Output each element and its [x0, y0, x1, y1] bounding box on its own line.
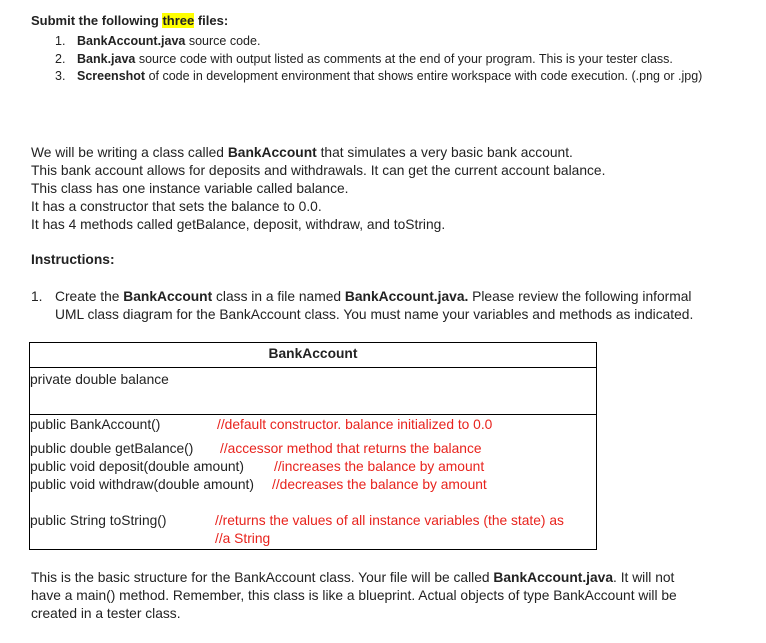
uml-class-diagram	[29, 342, 597, 550]
submit-heading-suffix: files:	[194, 13, 229, 28]
uml-comment: //a String	[215, 531, 271, 546]
file-name-bold: BankAccount.java.	[344, 289, 469, 304]
list-number: 1.	[55, 34, 66, 48]
outro-text: This is the basic structure for the BankAccount class. Your file will be called	[31, 570, 494, 585]
uml-method: public double getBalance()	[30, 441, 194, 456]
file-description: of code in development environment that shows entire workspace with code execution. (.png or .jpg)	[145, 69, 703, 83]
uml-comment: //accessor method that returns the balance	[220, 441, 482, 456]
class-name-bold: BankAccount	[227, 145, 317, 160]
uml-method: public void deposit(double amount)	[30, 459, 244, 474]
intro-line: This class has one instance variable called balance.	[31, 181, 349, 196]
uml-comment: //decreases the balance by amount	[272, 477, 487, 492]
instructions-heading: Instructions:	[31, 252, 115, 267]
intro-text: We will be writing a class called	[31, 145, 228, 160]
intro-line: This bank account allows for deposits and withdrawals. It can get the current account balance.	[31, 163, 606, 178]
outro-text: . It will not	[613, 570, 675, 585]
uml-divider	[30, 367, 596, 368]
uml-method: public String toString()	[30, 513, 167, 528]
submit-heading-prefix: Submit the following	[31, 13, 163, 28]
instruction-step-continued: UML class diagram for the BankAccount class. You must name your variables and methods as indicated.	[55, 307, 694, 322]
outro-line	[31, 570, 674, 585]
uml-comment: //returns the values of all instance variables (the state) as	[215, 513, 564, 528]
list-number: 3.	[55, 69, 66, 83]
list-number: 1.	[31, 289, 43, 304]
step-text: Create the	[55, 289, 124, 304]
file-name-bold: BankAccount.java	[493, 570, 614, 585]
file-name: Screenshot	[77, 69, 146, 83]
intro-line: It has 4 methods called getBalance, deposit, withdraw, and toString.	[31, 217, 446, 232]
intro-line	[31, 145, 573, 160]
file-list-item	[55, 34, 260, 48]
file-list-item	[55, 69, 702, 83]
step-text: class in a file named	[212, 289, 345, 304]
uml-comment: //increases the balance by amount	[274, 459, 485, 474]
highlighted-word: three	[162, 13, 195, 28]
class-name-bold: BankAccount	[123, 289, 213, 304]
outro-line: have a main() method. Remember, this class is like a blueprint. Actual objects of type BankAccount will be	[31, 588, 677, 603]
list-number: 2.	[55, 52, 66, 66]
instruction-step	[31, 289, 691, 304]
uml-field: private double balance	[30, 372, 169, 387]
uml-method: public void withdraw(double amount)	[30, 477, 254, 492]
submit-heading	[31, 13, 228, 28]
uml-method: public BankAccount()	[30, 417, 161, 432]
intro-line: It has a constructor that sets the balance to 0.0.	[31, 199, 322, 214]
step-text: Please review the following informal	[468, 289, 692, 304]
file-description: source code with output listed as comments at the end of your program. This is your tester class.	[135, 52, 673, 66]
outro-line: created in a tester class.	[31, 606, 181, 621]
file-name: BankAccount.java	[77, 34, 186, 48]
uml-divider	[30, 414, 596, 415]
intro-text: that simulates a very basic bank account.	[316, 145, 573, 160]
uml-class-name: BankAccount	[268, 346, 358, 361]
uml-comment: //default constructor. balance initialized to 0.0	[217, 417, 493, 432]
file-list-item	[55, 52, 673, 66]
file-description: source code.	[185, 34, 261, 48]
file-name: Bank.java	[77, 52, 136, 66]
